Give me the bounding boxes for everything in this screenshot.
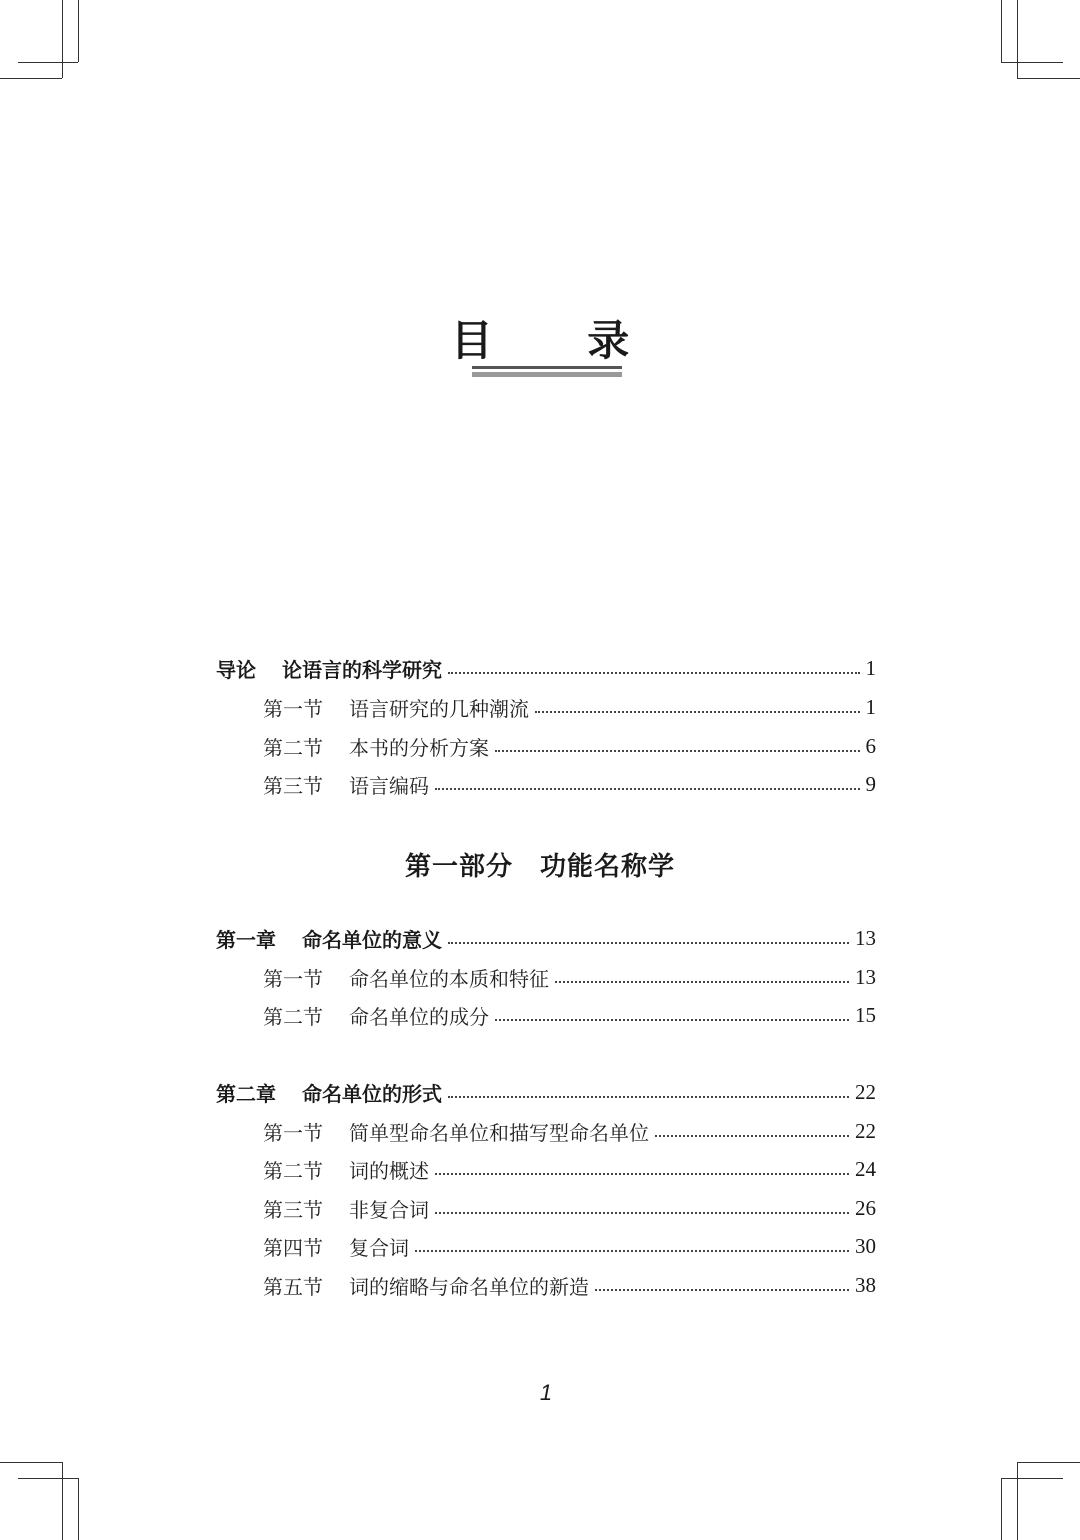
toc-leader-dots: [435, 1173, 849, 1175]
toc-page-number: 13: [855, 964, 876, 989]
crop-mark: [78, 1478, 79, 1540]
toc-leader-dots: [448, 672, 860, 674]
crop-mark: [62, 0, 63, 78]
toc-leader-dots: [555, 981, 849, 983]
crop-mark: [18, 62, 78, 63]
crop-mark: [62, 1462, 63, 1540]
toc-section-row[interactable]: [263, 1152, 876, 1186]
crop-mark: [18, 1478, 78, 1479]
toc-leader-dots: [495, 750, 860, 752]
toc-page-number: 15: [855, 1002, 876, 1027]
toc-section-row[interactable]: [263, 1268, 876, 1302]
toc-leader-dots: [415, 1250, 849, 1252]
crop-mark: [1001, 0, 1002, 62]
page-title: 目 录: [450, 316, 670, 365]
toc-page-number: 24: [855, 1156, 876, 1181]
toc-leader-dots: [435, 788, 860, 790]
toc-section-row[interactable]: [263, 1229, 876, 1263]
toc-leader-dots: [595, 1289, 849, 1291]
toc-chapter-label: 第二章 命名单位的形式: [216, 1081, 442, 1106]
toc-chapter-label: 导论 论语言的科学研究: [216, 657, 442, 682]
toc-leader-dots: [448, 942, 849, 944]
toc-page-number: 22: [855, 1118, 876, 1143]
toc-section-row[interactable]: [263, 1191, 876, 1225]
toc-section-label: 第五节 词的缩略与命名单位的新造: [263, 1274, 589, 1299]
crop-mark: [1017, 1462, 1018, 1540]
crop-mark: [78, 0, 79, 62]
toc-page-number: 26: [855, 1195, 876, 1220]
toc-section-row[interactable]: [263, 998, 876, 1032]
toc-chapter-row[interactable]: [216, 1075, 876, 1109]
toc-section-row[interactable]: [263, 767, 876, 801]
toc-chapter-row[interactable]: [216, 651, 876, 685]
toc-section-label: 第一节 简单型命名单位和描写型命名单位: [263, 1120, 649, 1145]
page-folio: 1: [539, 1380, 553, 1405]
toc-page-number: 22: [855, 1079, 876, 1104]
toc-section-label: 第二节 命名单位的成分: [263, 1004, 489, 1029]
toc-leader-dots: [655, 1135, 849, 1137]
crop-mark: [1001, 1478, 1063, 1479]
toc-chapter-label: 第一章 命名单位的意义: [216, 927, 442, 952]
toc-section-row[interactable]: [263, 690, 876, 724]
toc-page-number: 30: [855, 1233, 876, 1258]
toc-leader-dots: [535, 711, 860, 713]
toc-leader-dots: [495, 1019, 849, 1021]
toc-section-label: 第一节 命名单位的本质和特征: [263, 966, 549, 991]
crop-mark: [0, 1462, 62, 1463]
toc-section-label: 第一节 语言研究的几种潮流: [263, 696, 529, 721]
toc-section-label: 第二节 词的概述: [263, 1158, 429, 1183]
toc-section-label: 第三节 语言编码: [263, 773, 429, 798]
toc-page-number: 9: [865, 771, 876, 796]
toc-page-number: 1: [865, 694, 876, 719]
toc-section-label: 第四节 复合词: [263, 1235, 409, 1260]
crop-mark: [1001, 1478, 1002, 1540]
crop-mark: [1001, 62, 1063, 63]
title-rule: [472, 366, 622, 369]
toc-section-row[interactable]: [263, 729, 876, 763]
toc-page-number: 6: [865, 733, 876, 758]
title-rule: [472, 372, 622, 377]
part-heading: 第一部分 功能名称学: [404, 852, 675, 882]
toc-section-label: 第三节 非复合词: [263, 1197, 429, 1222]
crop-mark: [1017, 78, 1080, 79]
toc-page-number: 38: [855, 1272, 876, 1297]
toc-leader-dots: [448, 1096, 849, 1098]
toc-section-label: 第二节 本书的分析方案: [263, 735, 489, 760]
crop-mark: [0, 78, 62, 79]
toc-leader-dots: [435, 1212, 849, 1214]
toc-page-number: 1: [865, 655, 876, 680]
toc-chapter-row[interactable]: [216, 921, 876, 955]
toc-section-row[interactable]: [263, 1114, 876, 1148]
crop-mark: [1017, 1462, 1080, 1463]
crop-mark: [1017, 0, 1018, 78]
toc-page-number: 13: [855, 925, 876, 950]
toc-section-row[interactable]: [263, 960, 876, 994]
